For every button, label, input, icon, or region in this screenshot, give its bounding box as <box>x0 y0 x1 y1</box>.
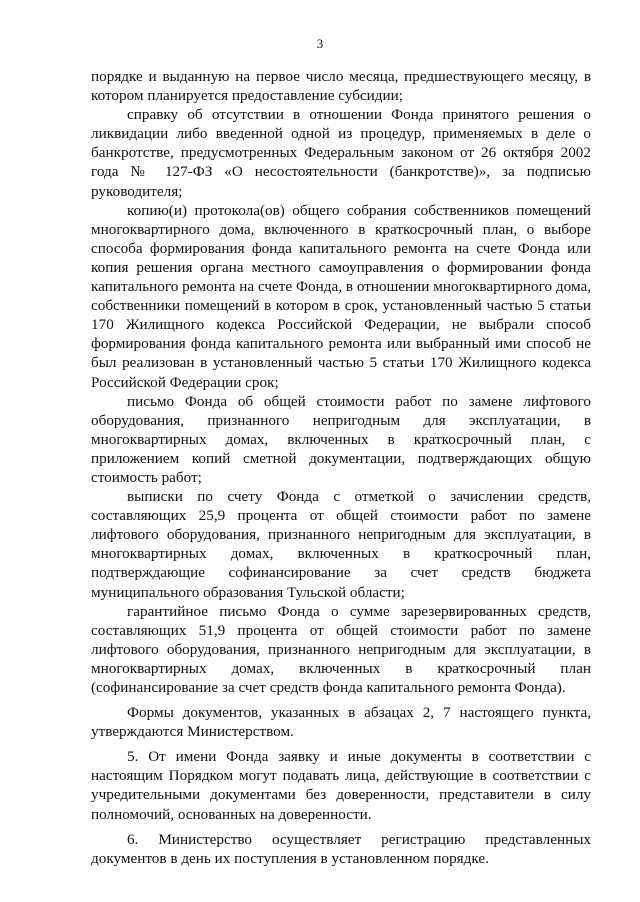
paragraph-item-5: 5. От имени Фонда заявку и иные документы в соответствии с настоящим Порядком могут подавать лица, действующие в соответствии с учредительными документами без доверенности, представители в силу полномочий, основанных на доверенности. <box>91 748 591 823</box>
paragraph-guarantee-letter: гарантийное письмо Фонда о сумме зарезервированных средств, составляющих 51,9 процента от общей стоимости работ по замене лифтового оборудования, признанного непригодным для эксплуатации, в многоквартирных домах, включенных в краткосрочный план (софинансирование за счет средств фонда капитального ремонта Фонда). <box>91 602 591 696</box>
document-body <box>91 67 591 868</box>
page-number: 3 <box>316 36 324 51</box>
paragraph-item-6: 6. Министерство осуществляет регистрацию представленных документов в день их поступления в установленном порядке. <box>91 830 591 867</box>
paragraph-document-forms: Формы документов, указанных в абзацах 2, 7 настоящего пункта, утверждаются Министерством. <box>91 704 591 741</box>
paragraph-account-statement: выписки по счету Фонда с отметкой о зачислении средств, составляющих 25,9 процента от общей стоимости работ по замене лифтового оборудования, признанного непригодным для эксплуатации, в многоквартирных домах, включенных в краткосрочный план, подтверждающие софинансирование за счет средств бюджета муниципального образования Тульской области; <box>91 488 591 601</box>
paragraph-bankruptcy-certificate: справку об отсутствии в отношении Фонда принятого решения о ликвидации либо введенной одной из процедур, применяемых в деле о банкротстве, предусмотренных Федеральным законом от 26 октября 2002 года № 127-ФЗ «О несостоятельности (банкротстве)», за подписью руководителя; <box>91 106 591 200</box>
paragraph-continuation: порядке и выданную на первое число месяца, предшествующего месяцу, в котором планируется предоставление субсидии; <box>91 68 591 105</box>
paragraph-cost-letter: письмо Фонда об общей стоимости работ по замене лифтового оборудования, признанного непригодным для эксплуатации, в многоквартирных домах, включенных в краткосрочный план, с приложением копий сметной документации, подтверждающих общую стоимость работ; <box>91 392 591 486</box>
paragraph-meeting-protocol: копию(и) протокола(ов) общего собрания собственников помещений многоквартирного дома, включенного в краткосрочный план, о выборе способа формирования фонда капитального ремонта на счете Фонда или копия решения органа местного самоуправления о формировании фонда капитального ремонта на счете Фонда, в отношении многоквартирного дома, собственники помещений в котором в срок, установленный частью 5 статьи 170 Жилищного кодекса Российской Федерации, не выбрали способ формирования фонда капитального ремонта или выбранный ими способ не был реализован в установленный частью 5 статьи 170 Жилищного кодекса Российской Федерации срок; <box>91 201 591 391</box>
